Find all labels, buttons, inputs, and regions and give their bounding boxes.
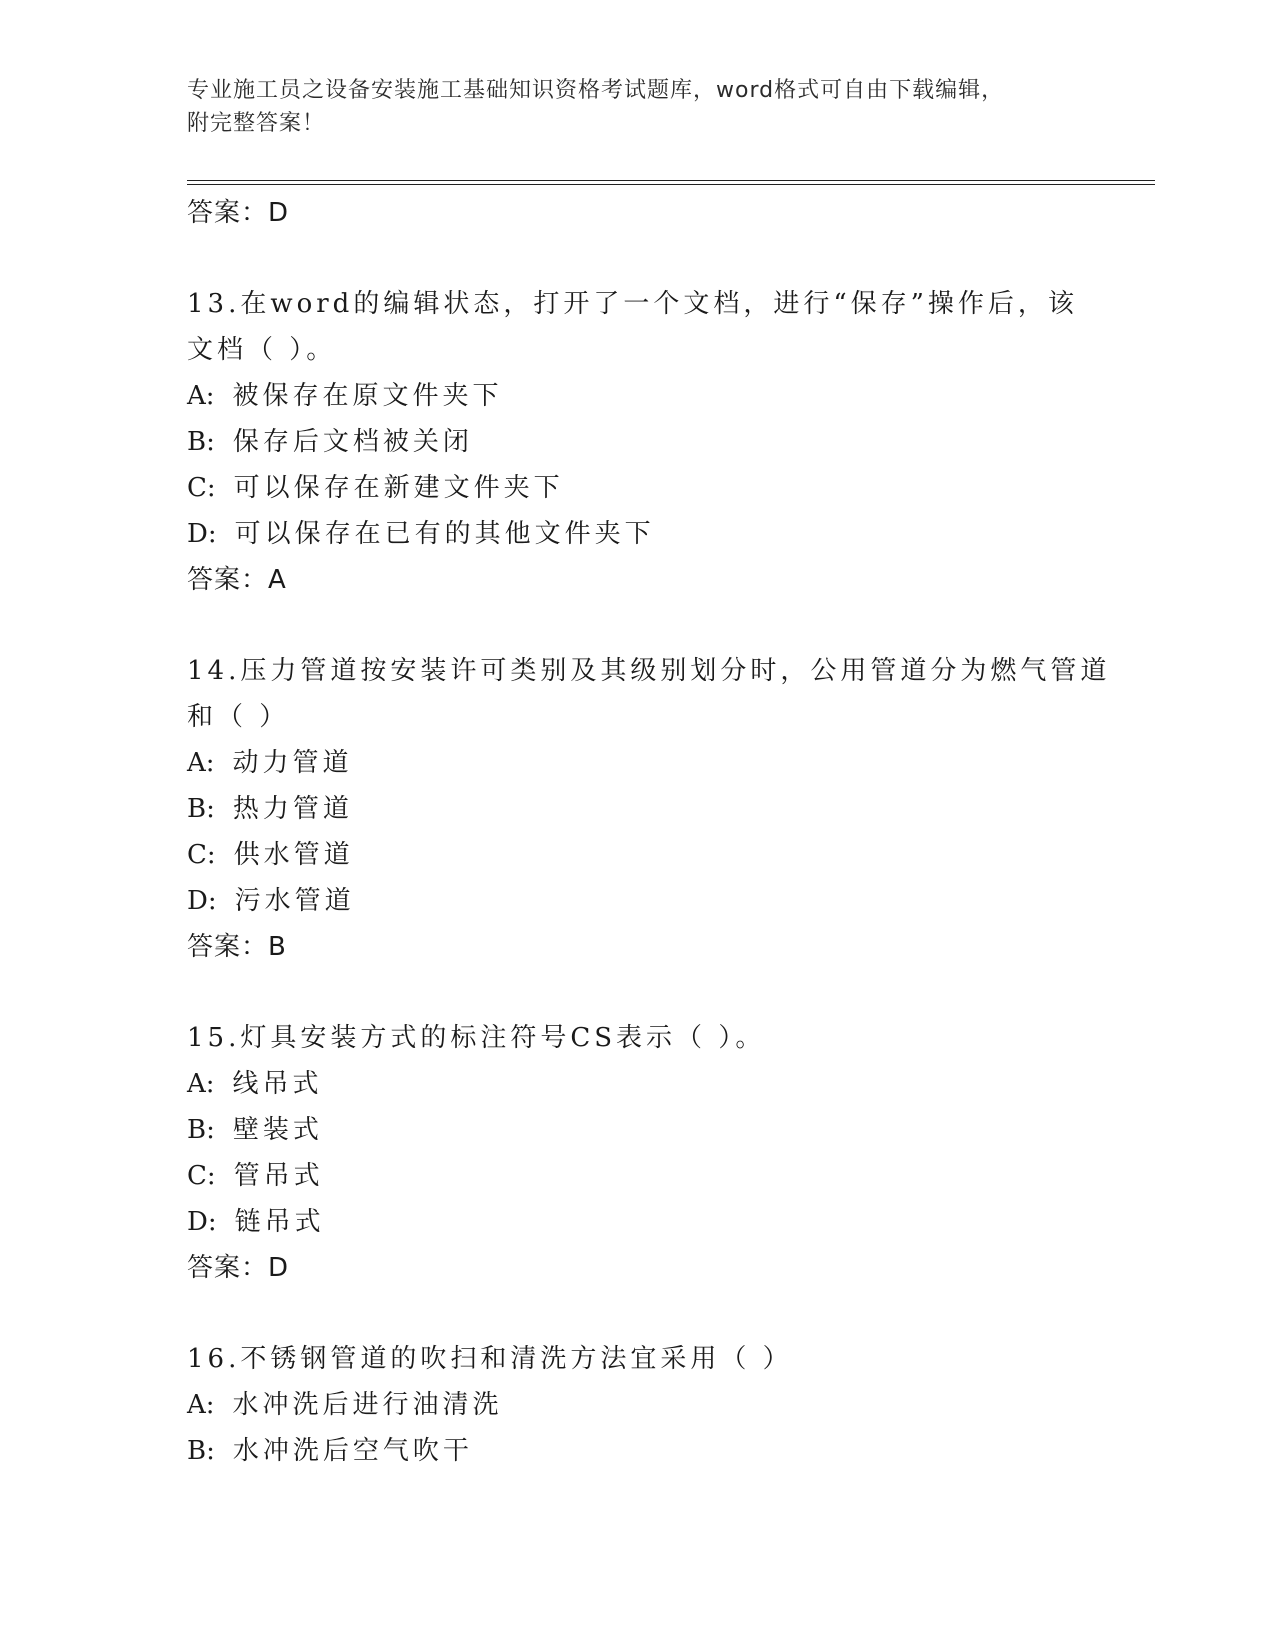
option-text: 保存后文档被关闭 (232, 427, 473, 457)
option-text: 动力管道 (232, 748, 353, 778)
option-c (187, 465, 1147, 511)
option-key: A: (187, 381, 215, 411)
answer-line: 答案：D (187, 1253, 290, 1283)
option-key: D: (187, 1207, 217, 1237)
option-d (187, 1199, 1147, 1245)
previous-answer: 答案：D (187, 198, 290, 228)
option-a (187, 373, 1147, 419)
option-key: B: (187, 1436, 215, 1466)
option-key: A: (187, 1390, 215, 1420)
option-text: 链吊式 (234, 1207, 325, 1237)
option-a (187, 1382, 1147, 1428)
question-text-line: 14.压力管道按安装许可类别及其级别划分时，公用管道分为燃气管道 (187, 656, 1111, 686)
option-key: A: (187, 748, 215, 778)
option-b (187, 1107, 1147, 1153)
answer-line: 答案：B (187, 932, 287, 962)
option-b (187, 419, 1147, 465)
answer-line: 答案：A (187, 565, 287, 595)
option-text: 壁装式 (232, 1115, 323, 1145)
header-rule-top (187, 180, 1155, 181)
question-13 (187, 281, 1147, 603)
option-text: 水冲洗后进行油清洗 (232, 1390, 503, 1420)
option-text: 被保存在原文件夹下 (232, 381, 503, 411)
option-c (187, 1153, 1147, 1199)
option-text: 热力管道 (232, 794, 353, 824)
option-text: 可以保存在已有的其他文件夹下 (234, 519, 655, 549)
option-d (187, 511, 1147, 557)
option-d (187, 878, 1147, 924)
option-b (187, 786, 1147, 832)
question-text-line: 15.灯具安装方式的标注符号CS表示（ ）。 (187, 1023, 766, 1053)
option-key: C: (187, 473, 216, 503)
option-key: C: (187, 840, 216, 870)
header-line-2: 附完整答案！ (187, 111, 326, 136)
header-rule-bottom (187, 184, 1155, 185)
option-text: 可以保存在新建文件夹下 (233, 473, 564, 503)
question-14 (187, 648, 1147, 970)
option-text: 供水管道 (233, 840, 354, 870)
question-text-line: 13.在word的编辑状态，打开了一个文档，进行“保存”操作后，该 (187, 289, 1078, 319)
question-text-line: 文档（ ）。 (187, 335, 337, 365)
option-key: A: (187, 1069, 215, 1099)
document-header (187, 74, 1067, 140)
question-15 (187, 1015, 1147, 1291)
option-key: B: (187, 1115, 215, 1145)
option-text: 管吊式 (233, 1161, 324, 1191)
option-b (187, 1428, 1147, 1474)
option-key: B: (187, 794, 215, 824)
header-line-1: 专业施工员之设备安装施工基础知识资格考试题库，word格式可自由下载编辑， (187, 78, 1005, 103)
question-text-line: 和（ ） (187, 702, 290, 732)
question-16 (187, 1336, 1147, 1474)
option-text: 线吊式 (232, 1069, 323, 1099)
option-key: B: (187, 427, 215, 457)
option-key: D: (187, 519, 217, 549)
option-key: D: (187, 886, 217, 916)
question-content (187, 190, 1147, 1474)
option-a (187, 1061, 1147, 1107)
question-text-line: 16.不锈钢管道的吹扫和清洗方法宜采用（ ） (187, 1344, 793, 1374)
option-text: 水冲洗后空气吹干 (232, 1436, 473, 1466)
option-c (187, 832, 1147, 878)
option-text: 污水管道 (234, 886, 355, 916)
option-key: C: (187, 1161, 216, 1191)
option-a (187, 740, 1147, 786)
